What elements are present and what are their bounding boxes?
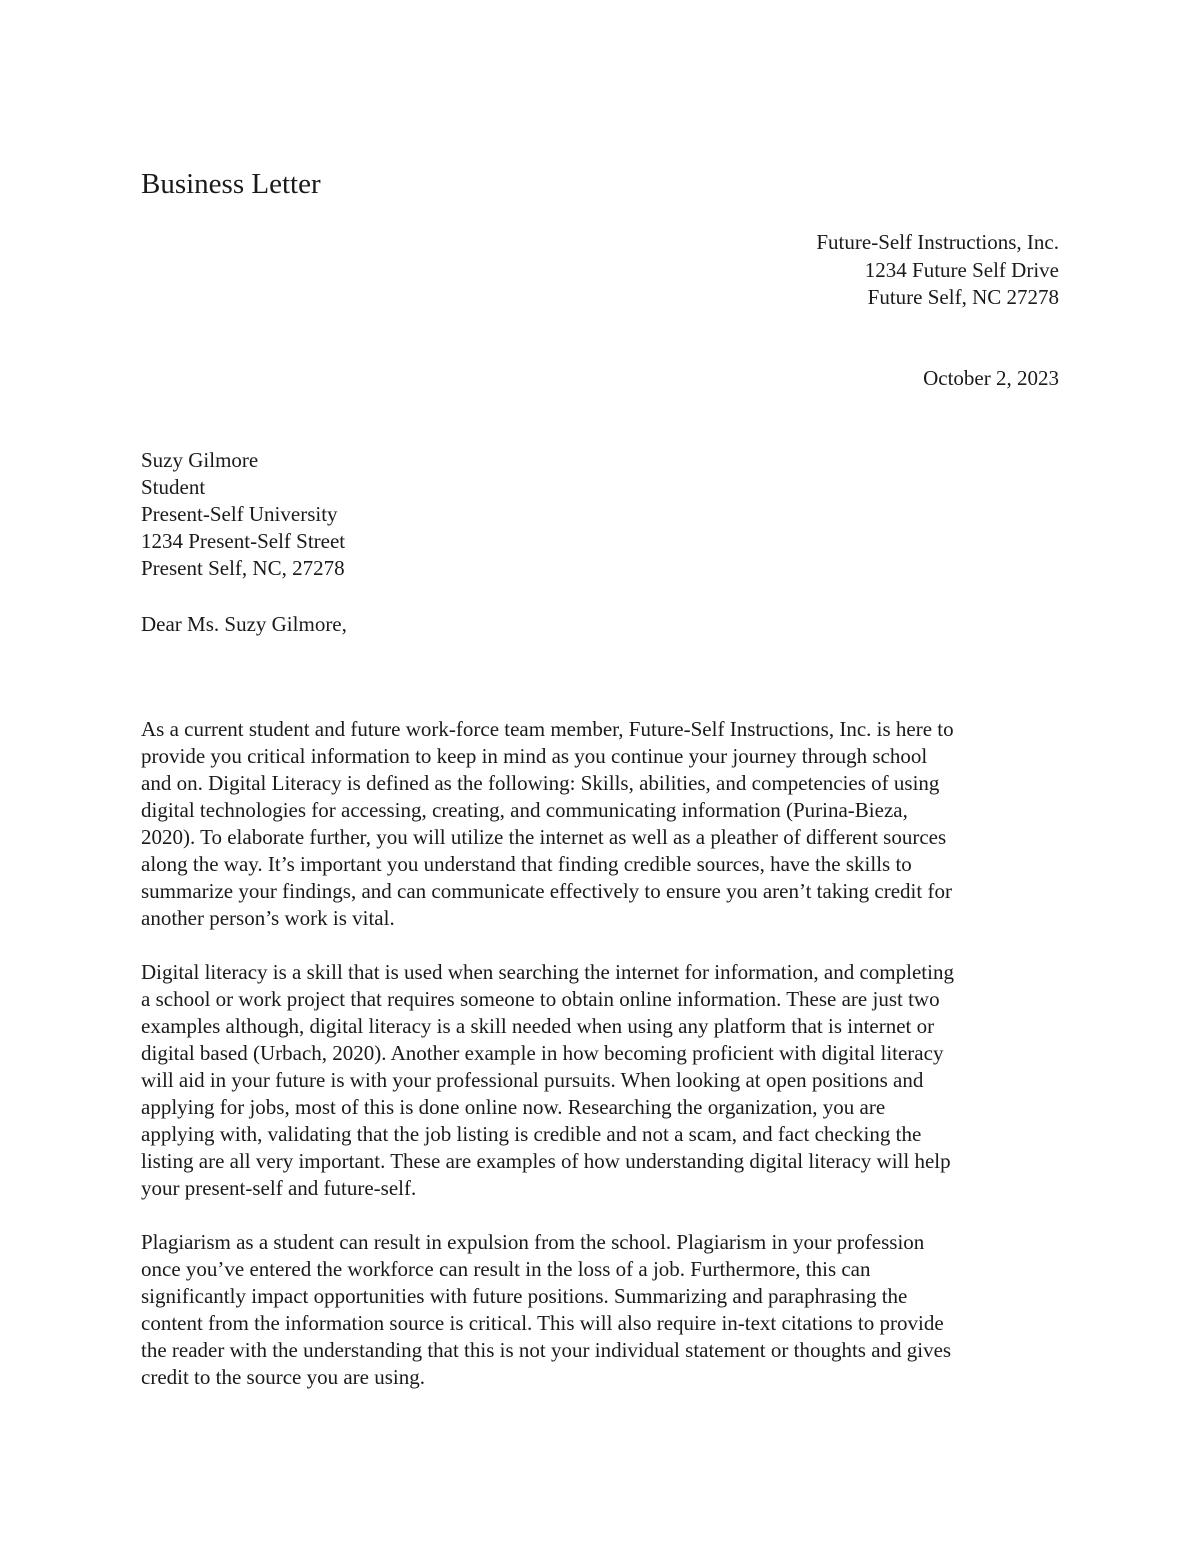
paragraph-line: significantly impact opportunities with future positions. Summarizing and paraphrasing the <box>141 1284 908 1308</box>
paragraph-line: Plagiarism as a student can result in expulsion from the school. Plagiarism in your profession <box>141 1230 925 1254</box>
letter-body <box>141 716 1061 1418</box>
paragraph-line: listing are all very important. These are examples of how understanding digital literacy will help <box>141 1149 951 1173</box>
paragraph-line: 2020). To elaborate further, you will utilize the internet as well as a pleather of different sources <box>141 825 947 849</box>
paragraph-line: your present-self and future-self. <box>141 1176 417 1200</box>
paragraph-line: Digital literacy is a skill that is used when searching the internet for information, and completing <box>141 960 954 984</box>
paragraph-line: As a current student and future work-force team member, Future-Self Instructions, Inc. is here to <box>141 717 954 741</box>
paragraph-line: content from the information source is critical. This will also require in-text citations to provide <box>141 1311 944 1335</box>
paragraph-line: the reader with the understanding that this is not your individual statement or thoughts and gives <box>141 1338 952 1362</box>
sender-street: 1234 Future Self Drive <box>864 257 1059 282</box>
paragraph-line: summarize your findings, and can communicate effectively to ensure you aren’t taking credit for <box>141 879 952 903</box>
recipient-name: Suzy Gilmore <box>141 448 259 472</box>
sender-company: Future-Self Instructions, Inc. <box>816 230 1059 254</box>
paragraph-line: and on. Digital Literacy is defined as the following: Skills, abilities, and competencies of using <box>141 771 940 795</box>
body-paragraph-1 <box>141 716 1061 932</box>
paragraph-line: a school or work project that requires someone to obtain online information. These are just two <box>141 987 940 1011</box>
recipient-address-block <box>141 447 345 582</box>
paragraph-line: along the way. It’s important you understand that finding credible sources, have the skills to <box>141 852 912 876</box>
body-paragraph-3 <box>141 1229 1061 1391</box>
paragraph-line: digital based (Urbach, 2020). Another example in how becoming proficient with digital literacy <box>141 1041 944 1065</box>
paragraph-line: will aid in your future is with your professional pursuits. When looking at open positions and <box>141 1068 924 1092</box>
document-title: Business Letter <box>141 168 321 200</box>
paragraph-line: credit to the source you are using. <box>141 1365 425 1389</box>
body-paragraph-2 <box>141 959 1061 1202</box>
letter-date: October 2, 2023 <box>923 366 1059 390</box>
sender-city-state-zip: Future Self, NC 27278 <box>867 285 1059 309</box>
recipient-organization: Present-Self University <box>141 502 338 526</box>
paragraph-line: applying with, validating that the job listing is credible and not a scam, and fact checking the <box>141 1122 922 1146</box>
letter-salutation: Dear Ms. Suzy Gilmore, <box>141 612 347 636</box>
sender-address-block <box>816 229 1059 312</box>
paragraph-line: another person’s work is vital. <box>141 906 395 930</box>
recipient-city-state-zip: Present Self, NC, 27278 <box>141 556 345 580</box>
recipient-role: Student <box>141 475 206 499</box>
paragraph-line: provide you critical information to keep in mind as you continue your journey through school <box>141 744 928 768</box>
paragraph-line: examples although, digital literacy is a skill needed when using any platform that is internet or <box>141 1014 935 1038</box>
paragraph-line: applying for jobs, most of this is done online now. Researching the organization, you are <box>141 1095 886 1119</box>
recipient-street: 1234 Present-Self Street <box>141 529 346 553</box>
paragraph-line: once you’ve entered the workforce can result in the loss of a job. Furthermore, this can <box>141 1257 871 1281</box>
paragraph-line: digital technologies for accessing, creating, and communicating information (Purina-Bieza, <box>141 798 908 822</box>
